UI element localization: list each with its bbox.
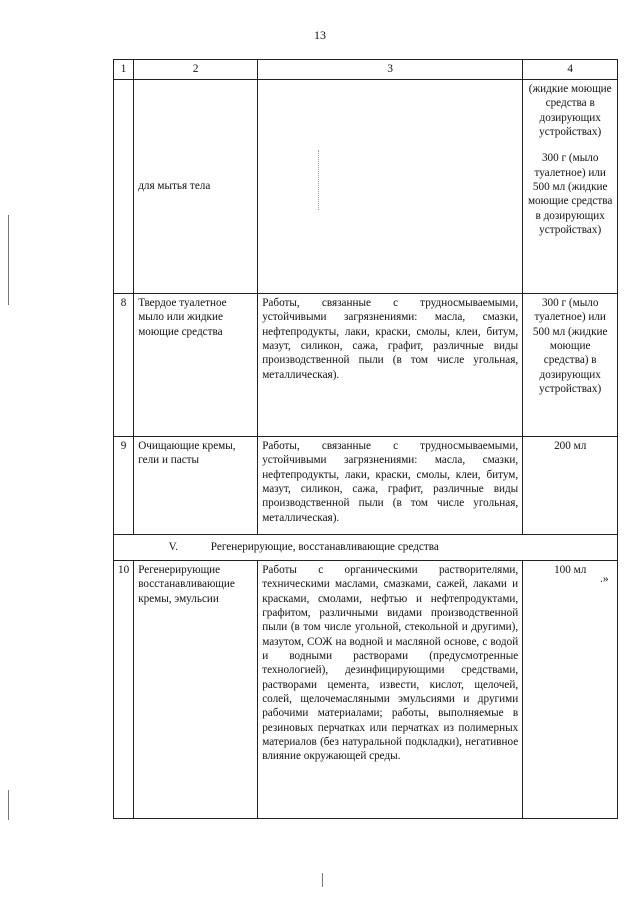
product-name-cell: Твердое туалетное мыло или жидкие моющие средства bbox=[134, 294, 258, 437]
closing-quote: .» bbox=[600, 573, 609, 585]
norm-cell: 300 г (мыло туалетное) или 500 мл (жидкие моющие средства) в дозирующих устройствах) bbox=[523, 294, 618, 437]
product-name-cell: Очищающие кремы, гели и пасты bbox=[134, 437, 258, 535]
norm-part-1: (жидкие моющие средства в дозирующих устройствах) bbox=[528, 83, 612, 138]
header-col-1: 1 bbox=[114, 60, 134, 80]
table-row-10 bbox=[114, 561, 618, 819]
table-row-continuation bbox=[114, 80, 618, 294]
scan-edge-mark bbox=[322, 873, 323, 887]
header-col-2: 2 bbox=[134, 60, 258, 80]
scan-edge-mark bbox=[8, 215, 9, 305]
row-number: 10 bbox=[114, 561, 134, 819]
section-header-row bbox=[114, 535, 618, 561]
scan-artifact-dots bbox=[318, 150, 320, 210]
header-col-4: 4 bbox=[523, 60, 618, 80]
scan-edge-mark bbox=[8, 790, 9, 820]
row-number: 9 bbox=[114, 437, 134, 535]
norm-cell bbox=[523, 80, 618, 294]
product-name-cell: для мытья тела bbox=[134, 80, 258, 294]
norm-part-2: 300 г (мыло туалетное) или 500 мл (жидкие моющие средства в дозирующих устройствах) bbox=[527, 152, 613, 236]
section-header-cell bbox=[114, 535, 618, 561]
work-description-cell: Работы с органическими растворителями, техническими маслами, смазками, сажей, лаками и красками, смолами, нефтью и нефтепродуктами, графитом, различными видами производственной пыли (в том числе угольной, стекольной и другими), мазутом, СОЖ на водной и масляной основе, с водой и водными растворами (предусмотренные технологией), дезинфицирующими средствами, растворами цемента, извести, кислот, щелочей, солей, щелочемасляными эмульсиями и другими рабочими материалами; работы, выполняемые в резиновых перчатках или перчатках из полимерных материалов (без натуральной подкладки), негативное влияние окружающей среды. bbox=[258, 561, 523, 819]
work-description-cell bbox=[258, 80, 523, 294]
section-numeral: V. bbox=[168, 541, 178, 554]
norm-cell: 200 мл bbox=[523, 437, 618, 535]
product-name-cell: Регенерирующие восстанавливающие кремы, эмульсии bbox=[134, 561, 258, 819]
table-header-row bbox=[114, 60, 618, 80]
document-table bbox=[113, 59, 618, 819]
norm-cell: 100 мл bbox=[523, 561, 618, 819]
table-row-8 bbox=[114, 294, 618, 437]
header-col-3: 3 bbox=[258, 60, 523, 80]
table-row-9 bbox=[114, 437, 618, 535]
row-number bbox=[114, 80, 134, 294]
page-number: 13 bbox=[314, 28, 326, 42]
work-description-cell: Работы, связанные с трудносмываемыми, устойчивыми загрязнениями: масла, смазки, нефтепродукты, лаки, краски, смолы, клеи, битум, мазут, силикон, сажа, графит, различные виды производственной пыли (в том числе угольная, металлическая). bbox=[258, 294, 523, 437]
section-title: Регенерирующие, восстанавливающие средства bbox=[210, 541, 439, 554]
work-description-cell: Работы, связанные с трудносмываемыми, устойчивыми загрязнениями: масла, смазки, нефтепродукты, лаки, краски, смолы, клеи, битум, мазут, силикон, сажа, графит, различные виды производственной пыли (в том числе угольная, металлическая). bbox=[258, 437, 523, 535]
row-number: 8 bbox=[114, 294, 134, 437]
